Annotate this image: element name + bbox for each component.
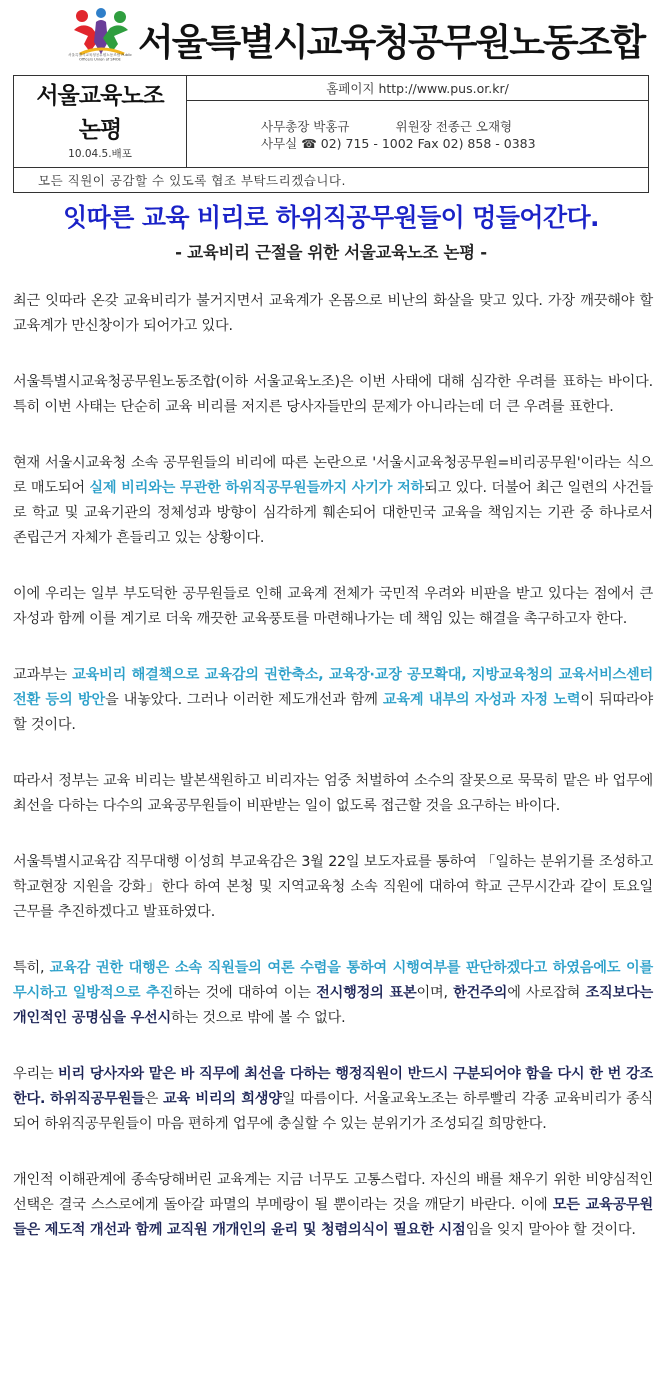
paragraph-text: 되고 있다. 더불어 최근 일련의 사건들로 학교 및 교육기관의 정체성과 방향이 심각하게 훼손되어 대한민국 교육을 책임지는 기관 중 하나로서 존립근거 자체가 흔들리고 있는 상황이다. — [13, 480, 653, 546]
officers-row — [261, 117, 512, 135]
highlighted-text: 교육감 권한 대행은 소속 직원들의 여론 수렴을 통하여 시행여부를 판단하겠다고 하였음에도 이를 무시하고 일방적으로 추진 — [13, 960, 653, 1001]
paragraph-text: 에 사로잡혀 — [507, 985, 586, 1001]
article-paragraph — [13, 451, 653, 551]
highlighted-text: 교육비리 해결책으로 교육감의 권한축소, 교육장·교장 공모확대, 지방교육청의 교육서비스센터 전환 등의 방안 — [13, 667, 653, 708]
chairperson: 위원장 전종근 오재형 — [395, 119, 513, 134]
paragraph-text: 임을 잊지 말아야 할 것이다. — [465, 1222, 636, 1238]
emphasized-text: 전시행정의 표본 — [316, 985, 417, 1001]
article-body — [13, 289, 653, 1243]
article-paragraph — [13, 582, 653, 632]
paragraph-text: 은 — [144, 1091, 164, 1107]
paragraph-text: 서울특별시교육감 직무대행 이성희 부교육감은 3월 22일 보도자료를 통하여 「일하는 분위기를 조성하고 학교현장 지원을 강화」한다 하여 본청 및 지역교육청 소속 직원에 대하여 학교 근무시간과 같이 토요일 근무를 추진하겠다고 발표하였다. — [13, 854, 653, 920]
article-paragraph — [13, 663, 653, 738]
paragraph-text: 개인적 이해관계에 종속당해버린 교육계는 지금 너무도 고통스럽다. 자신의 배를 채우기 위한 비양심적인 선택은 결국 스스로에게 돌아갈 파멸의 부메랑이 될 뿐이라는 것을 깨닫기 바란다. 이에 — [13, 1172, 653, 1213]
paragraph-text: 현재 서울시교육청 소속 공무원들의 비리에 따른 논란으로 '서울시교육청공무원=비리공무원'이라는 식으로 매도되어 — [13, 455, 653, 496]
article-paragraph — [13, 850, 653, 925]
publication-label — [14, 76, 187, 168]
paragraph-text: 교과부는 — [13, 667, 73, 683]
paragraph-text: 하는 것에 대하여 이는 — [173, 985, 317, 1001]
article-paragraph — [13, 370, 653, 420]
paragraph-text: 이며, — [416, 985, 454, 1001]
paragraph-text: 따라서 정부는 교육 비리는 발본색원하고 비리자는 엄중 처벌하여 소수의 잘못으로 묵묵히 맡은 바 업무에 최선을 다하는 다수의 교육공무원들이 비판받는 일이 없도록 접근할 것을 요구하는 바이다. — [13, 773, 653, 814]
contact-panel — [187, 76, 648, 168]
emphasized-text: 하위직공무원들 — [50, 1091, 145, 1107]
secretary-general: 사무총장 박홍규 — [261, 119, 350, 134]
article-paragraph — [13, 769, 653, 819]
info-box — [13, 75, 649, 193]
paragraph-text: 이 뒤따라야 할 것이다. — [13, 692, 653, 733]
homepage-link[interactable]: 홈페이지 http://www.pus.or.kr/ — [187, 76, 648, 101]
emphasized-text: 한건주의 — [453, 985, 508, 1001]
subheadline: - 교육비리 근절을 위한 서울교육노조 논평 - — [175, 243, 487, 262]
paragraph-text: 하는 것으로 밖에 볼 수 없다. — [171, 1010, 346, 1026]
highlighted-text: 교육계 내부의 자성과 자정 노력 — [382, 692, 581, 708]
logo-caption: 서울특별시교육청공무원노동조합 Public Officers Union of SMOE — [68, 52, 132, 62]
emphasized-text: 모든 교육공무원들은 제도적 개선과 함께 교직원 개개인의 윤리 및 청렴의식이 필요한 시점 — [13, 1197, 653, 1238]
article-paragraph — [13, 289, 653, 339]
paragraph-text: 우리는 — [13, 1066, 58, 1082]
publication-date: 10.04.5.배포 — [68, 148, 132, 160]
paragraph-text: 일 따름이다. 서울교육노조는 하루빨리 각종 교육비리가 종식되어 하위직공무원들이 마음 편하게 업무에 충실할 수 있는 분위기가 조성되길 희망한다. — [13, 1091, 653, 1132]
emphasized-text: 비리 당사자와 맡은 바 직무에 최선을 다하는 행정직원이 반드시 구분되어야 함을 다시 한 번 강조한다. — [13, 1066, 653, 1107]
paragraph-text: 을 내놓았다. 그러나 이러한 제도개선과 함께 — [105, 692, 383, 708]
notice-line: 모든 직원이 공감할 수 있도록 협조 부탁드리겠습니다. — [38, 173, 346, 188]
paragraph-text: 최근 잇따라 온갖 교육비리가 불거지면서 교육계가 온몸으로 비난의 화살을 맞고 있다. 가장 깨끗해야 할 교육계가 만신창이가 되어가고 있다. — [13, 293, 653, 334]
headline: 잇따른 교육 비리로 하위직공무원들이 멍들어간다. — [63, 203, 599, 232]
emphasized-text: 교육 비리의 희생양 — [163, 1091, 282, 1107]
article-paragraph — [13, 1062, 653, 1137]
paragraph-text: 서울특별시교육청공무원노동조합(이하 서울교육노조)은 이번 사태에 대해 심각한 우려를 표하는 바이다. 특히 이번 사태는 단순히 교육 비리를 저지른 당사자들만의 문제가 아니라는데 더 큰 우려를 표한다. — [13, 374, 653, 415]
article-paragraph — [13, 1168, 653, 1243]
paragraph-text: 이에 우리는 일부 부도덕한 공무원들로 인해 교육계 전체가 국민적 우려와 비판을 받고 있다는 점에서 큰 자성과 함께 이를 계기로 더욱 깨끗한 교육풍토를 마련해나가는 데 책임 있는 해결을 촉구하고자 한다. — [13, 586, 653, 627]
org-name: 서울특별시교육청공무원노동조합 — [138, 21, 645, 64]
masthead — [0, 0, 662, 72]
paragraph-text: 특히, — [13, 960, 50, 976]
emphasized-text: 조직보다는 개인적인 공명심을 우선시 — [13, 985, 653, 1026]
publication-title-line2: 논평 — [78, 117, 122, 143]
office-contact: 사무실 ☎ 02) 715 - 1002 Fax 02) 858 - 0383 — [261, 136, 536, 151]
article-paragraph — [13, 956, 653, 1031]
highlighted-text: 실제 비리와는 무관한 하위직공무원들까지 사기가 저하 — [89, 480, 425, 496]
publication-title-line1: 서울교육노조 — [36, 83, 164, 109]
